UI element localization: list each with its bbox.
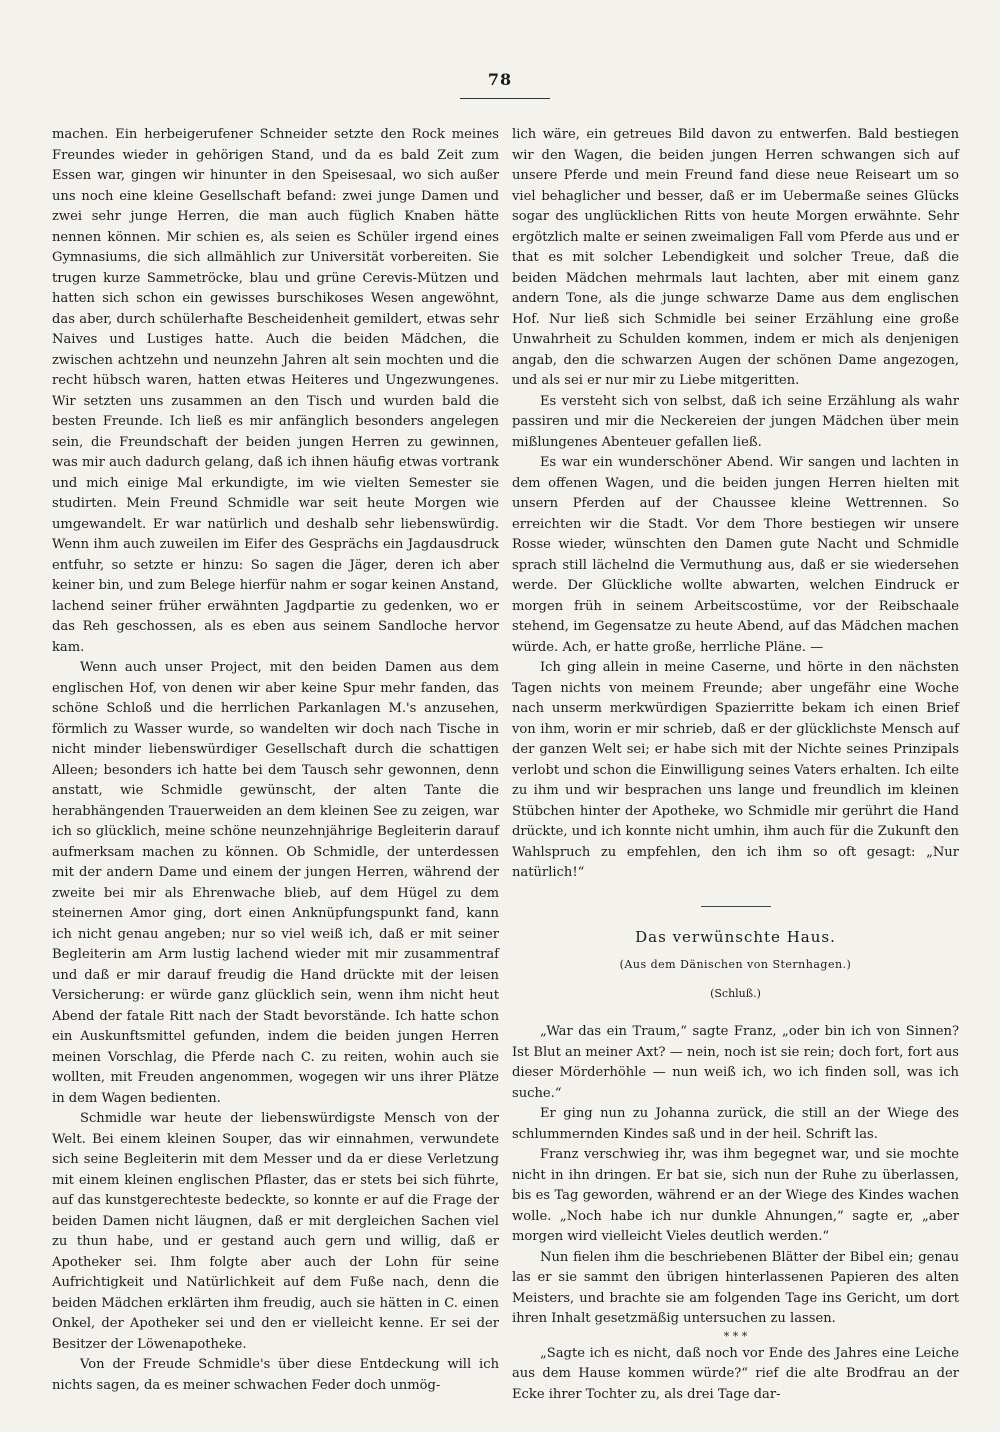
left-paragraph-3: Schmidle war heute der liebenswürdigste Mensch von der Welt. Bei einem kleinen Souper, das wir einnahmen, verwundete sich seine Begleiterin mit dem Messer und da er diese Verletzung mit einem kleinen englischen Pflaster, das er stets bei sich führte, auf das kunstgerechteste bedeckte, so konnte er auf die Frage der beiden Damen nicht läugnen, daß er mit dergleichen Sachen viel zu thun habe, und er gestand auch gern und willig, daß er Apotheker sei. Ihm folgte aber auch der Lohn für seine Aufrichtigkeit und Natürlichkeit auf dem Fuße nach, denn die beiden Mädchen erklärten ihm freudig, auch sie hätten in C. einen Onkel, der Apotheker sei und den er vielleicht kenne. Er sei der Besitzer der Löwenapotheke. <box>52 1111 499 1352</box>
right-paragraph-4: Ich ging allein in meine Caserne, und hörte in den nächsten Tagen nichts von meinem Freunde; aber ungefähr eine Woche nach unserm merkwürdigen Spazierritte bekam ich einen Brief von ihm, worin er mir schrieb, daß er der glücklichste Mensch auf der ganzen Welt sei; er habe sich mit der Nichte seines Prinzipals verlobt und schon die Einwilligung seines Vaters erhalten. Ich eilte zu ihm und wir besprachen uns lange und freundlich im kleinen Stübchen hinter der Apotheke, wo Schmidle mir gerührt die Hand drückte, und ich konnte nicht umhin, ihm auch für die Zukunft den Wahlspruch zu empfehlen, den ich ihm so oft gesagt: „Nur natürlich!“ <box>512 660 959 880</box>
right-paragraph-2: Es versteht sich von selbst, daß ich seine Erzählung als wahr passiren und mir die Neckereien der jungen Mädchen über mein mißlungenes Abenteuer gefallen ließ. <box>512 393 959 450</box>
story-subtitle: (Aus dem Dänischen von Sternhagen.) <box>619 958 852 971</box>
story-paragraph-1: „War das ein Traum,“ sagte Franz, „oder bin ich von Sinnen? Ist Blut an meiner Axt? — nein, noch ist sie rein; doch fort, fort aus dieser Mörderhöhle — nun weiß ich, wo ich finden soll, was ich suche.“ <box>512 1024 959 1101</box>
section-divider <box>701 906 771 907</box>
right-paragraph-1: lich wäre, ein getreues Bild davon zu entwerfen. Bald bestiegen wir den Wagen, die beiden jungen Herren schwangen sich auf unsere Pferde und mein Freund fand diese neue Reiseart um so viel behaglicher und besser, daß er im Uebermaße seines Glücks sogar des unglücklichen Ritts von heute Morgen erwähnte. Sehr ergötzlich malte er seinen zweimaligen Fall vom Pferde aus und er that es mit solcher Lebendigkeit und solcher Treue, daß die beiden Mädchen mehrmals laut lachten, aber mit einem ganz andern Tone, als die junge schwarze Dame aus dem englischen Hof. Nur ließ sich Schmidle bei seiner Erzählung eine große Unwahrheit zu Schulden kommen, indem er mich als denjenigen angab, den die schwarzen Augen der schönen Dame angezogen, und als sei er nur mir zu Liebe mitgeritten. <box>512 127 959 388</box>
story-paragraph-4: Nun fielen ihm die beschriebenen Blätter der Bibel ein; genau las er sie sammt den übrigen hinterlassenen Papieren des alten Meisters, und brachte sie am folgenden Tage ins Gericht, um dort ihren Inhalt gesetzmäßig untersuchen zu lassen. <box>512 1249 959 1326</box>
right-paragraph-3: Es war ein wunderschöner Abend. Wir sangen und lachten in dem offenen Wagen, und die beiden jungen Herren hielten mit unsern Pferden auf der Chaussee kleine Wettrennen. So erreichten wir die Stadt. Vor dem Thore bestiegen wir unsere Rosse wieder, wünschten den Damen gute Nacht und Schmidle sprach still lächelnd die Vermuthung aus, daß er sie wiedersehen werde. Der Glückliche wollte abwarten, welchen Eindruck er morgen früh in seinem Arbeitscostüme, vor der Reibschaale stehend, im Gegensatze zu heute Abend, auf das Mädchen machen würde. Ach, er hatte große, herrliche Pläne. — <box>512 455 959 655</box>
left-paragraph-4: Von der Freude Schmidle's über diese Entdeckung will ich nichts sagen, da es meiner schwachen Feder doch unmög- <box>52 1357 499 1393</box>
left-paragraph-2: Wenn auch unser Project, mit den beiden Damen aus dem englischen Hof, von denen wir aber keine Spur mehr fanden, das schöne Schloß und die herrlichen Parkanlagen M.'s anzusehen, förmlich zu Wasser wurde, so wandelten wir doch nach Tische in nicht minder liebenswürdiger Gesellschaft durch die schattigen Alleen; besonders ich hatte bei dem Tausch sehr gewonnen, denn anstatt, wie Schmidle gewünscht, der alten Tante die herabhängenden Trauerweiden an dem kleinen See zu zeigen, war ich so glücklich, meine schöne neunzehnjährige Begleiterin darauf aufmerksam machen zu können. Ob Schmidle, der unterdessen mit der andern Dame und einem der jungen Herren, während der zweite bei mir als Ehrenwache blieb, auf dem Hügel zu dem steinernen Amor ging, dort einen Anknüpfungspunkt fand, kann ich nicht genau angeben; nur so viel weiß ich, daß er mit seiner Begleiterin am Arm lustig lachend wieder mit mir zusammentraf und daß er mir darauf freudig die Hand drückte mit der leisen Versicherung: er würde ganz glücklich sein, wenn ihm nicht heut Abend der fatale Ritt nach der Stadt bevorstände. Ich hatte schon ein Auskunftsmittel gefunden, indem die beiden jungen Herren meinen Vorschlag, die Pferde nach C. zu reiten, wohin auch sie wollten, mit Freuden angenommen, wogegen wir uns ihrer Plätze in dem Wagen bedienten. <box>52 660 499 1106</box>
story-paragraph-2: Er ging nun zu Johanna zurück, die still an der Wiege des schlummernden Kindes saß und in der heil. Schrift las. <box>512 1106 959 1142</box>
story-paragraph-5: „Sagte ich es nicht, daß noch vor Ende des Jahres eine Leiche aus dem Hause kommen würde?“ rief die alte Brodfrau an der Ecke ihrer Tochter zu, als drei Tage dar- <box>512 1345 959 1402</box>
left-paragraph-1: machen. Ein herbeigerufener Schneider setzte den Rock meines Freundes wieder in gehörigen Stand, und da es bald Zeit zum Essen war, gingen wir hinunter in den Speisesaal, wo sich außer uns noch eine kleine Gesellschaft befand: zwei junge Damen und zwei sehr junge Herren, die man auch füglich Knaben hätte nennen können. Mir schien es, als seien es Schüler irgend eines Gymnasiums, die sich allmählich zur Universität vorbereiten. Sie trugen kurze Sammetröcke, blau und grüne Cerevis-Mützen und hatten sich schon ein gewisses burschikoses Wesen angewöhnt, das aber, durch schülerhafte Bescheidenheit gemildert, etwas sehr Naives und Lustiges hatte. Auch die beiden Mädchen, die zwischen achtzehn und neunzehn Jahren alt sein mochten und die recht hübsch waren, hatten etwas Heiteres und Ungezwungenes. Wir setzten uns zusammen an den Tisch und wurden bald die besten Freunde. Ich ließ es mir anfänglich besonders angelegen sein, die Freundschaft der beiden jungen Herren zu gewinnen, was mir auch dadurch gelang, daß ich ihnen häufig etwas vortrank und mich einige Mal erkundigte, im wie vielten Semester sie studirten. Mein Freund Schmidle war seit heute Morgen wie umgewandelt. Er war natürlich und deshalb sehr liebenswürdig. Wenn ihm auch zuweilen im Eifer des Gesprächs ein Jagdausdruck entfuhr, so setzte er hinzu: So sagen die Jäger, deren ich aber keiner bin, und zum Belege hierfür nahm er sogar keinen Anstand, lachend seiner früher erwähnten Jagdpartie zu gedenken, wo er das Reh geschossen, als es eben aus seinem Sandloche hervor kam. <box>52 127 499 655</box>
header-rule <box>460 98 550 99</box>
page-number: 78 <box>487 70 513 89</box>
story-part-label: (Schluß.) <box>710 986 761 1000</box>
story-paragraph-3: Franz verschwieg ihr, was ihm begegnet war, und sie mochte nicht in ihn dringen. Er bat sie, sich nun der Ruhe zu überlassen, bis es Tag geworden, während er an der Wiege des Kindes wachen wolle. „Noch habe ich nur dunkle Ahnungen,“ sagte er, „aber morgen wird vielleicht Vieles deutlich werden.“ <box>512 1147 959 1244</box>
right-column <box>512 125 959 1405</box>
separator-stars: * * * <box>723 1329 748 1343</box>
story-title: Das verwünschte Haus. <box>635 927 836 946</box>
left-column <box>52 125 499 1396</box>
